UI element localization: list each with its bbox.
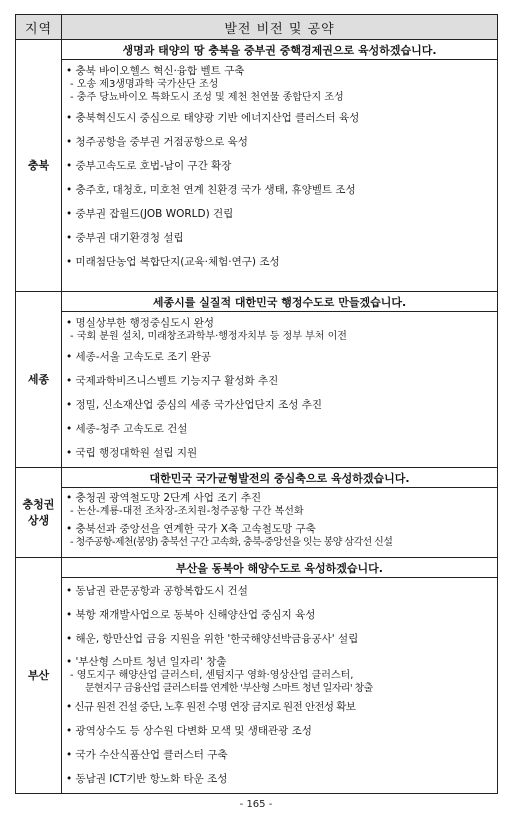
list-subitem: - 오송 제3생명과학 국가산단 조성 (70, 79, 219, 90)
list-subitem: - 논산-계룡-대전 조차장-조치원-청주공항 구간 복선화 (70, 506, 304, 517)
list-item: • 충청권 광역철도망 2단계 사업 조기 추진 (66, 492, 262, 504)
slogan-chungcheong: 대한민국 국가균형발전의 중심축으로 육성하겠습니다. (62, 468, 498, 488)
list-item: • '부산형 스마트 청년 일자리' 창출 (66, 656, 227, 668)
page-number: - 165 - (239, 799, 273, 810)
section-chungcheong-slogan-row (16, 468, 498, 488)
region-sejong: 세종 (16, 292, 62, 468)
list-subitem: - 청주공항-제천(봉양) 충북선 구간 고속화, 충북-중앙선을 잇는 봉양 삼각선 신설 (70, 537, 393, 548)
list-item: • 청주공항을 중부권 거점공항으로 육성 (66, 136, 248, 148)
section-busan-items-row (16, 578, 498, 794)
region-chungcheong-line1: 충청권 (22, 497, 55, 511)
section-chungcheong-items-row (16, 488, 498, 558)
list-item: • 충주호, 대청호, 미호천 연계 친환경 국가 생태, 휴양벨트 조성 (66, 184, 356, 196)
list-item: • 동남권 관문공항과 공항복합도시 건설 (66, 585, 248, 597)
list-item: • 미래첨단농업 복합단지(교육·체험·연구) 조성 (66, 256, 280, 268)
list-item: • 중부고속도로 호법-남이 구간 확장 (66, 160, 232, 172)
section-sejong-items-row (16, 312, 498, 468)
list-item: • 명실상부한 행정중심도시 완성 (66, 317, 215, 329)
section-chungbuk-slogan-row (16, 40, 498, 60)
slogan-chungbuk: 생명과 태양의 땅 충북을 중부권 중핵경제권으로 육성하겠습니다. (62, 40, 498, 60)
items-sejong (62, 312, 498, 468)
table-header-row (16, 15, 498, 40)
slogan-sejong: 세종시를 실질적 대한민국 행정수도로 만들겠습니다. (62, 292, 498, 312)
list-item: • 국가 수산식품산업 클러스터 구축 (66, 749, 228, 761)
list-item: • 충북혁신도시 중심으로 태양광 기반 에너지산업 클러스터 육성 (66, 112, 360, 124)
list-item: • 광역상수도 등 상수원 다변화 모색 및 생태관광 조성 (66, 725, 312, 737)
list-subitem: - 영도지구 해양산업 클러스터, 센텀지구 영화·영상산업 클러스터, (70, 670, 354, 681)
pledge-table (15, 14, 498, 794)
list-item: • 세종-청주 고속도로 건설 (66, 423, 188, 435)
region-busan: 부산 (16, 558, 62, 794)
region-chungcheong-line2: 상생 (27, 513, 50, 527)
section-sejong-slogan-row (16, 292, 498, 312)
items-chungcheong (62, 488, 498, 558)
list-item: • 국립 행정대학원 설립 지원 (66, 447, 198, 459)
list-item: • 동남권 ICT기반 항노화 타운 조성 (66, 773, 228, 785)
list-item: • 정밀, 신소재산업 중심의 세종 국가산업단지 조성 추진 (66, 399, 323, 411)
list-item: • 충북선과 중앙선을 연계한 국가 X축 고속철도망 구축 (66, 523, 316, 535)
list-subitem: 문현지구 금융산업 클러스터를 연계한 '부산형 스마트 청년 일자리' 창출 (85, 683, 373, 694)
list-item: • 중부권 잡월드(JOB WORLD) 건립 (66, 208, 234, 220)
list-item: • 충북 바이오헬스 혁신·융합 벨트 구축 (66, 65, 245, 77)
region-chungbuk: 충북 (16, 40, 62, 292)
list-item: • 중부권 대기환경청 설립 (66, 232, 184, 244)
list-subitem: - 충주 당뇨바이오 특화도시 조성 및 제천 천연물 종합단지 조성 (70, 92, 344, 103)
list-item: • 신규 원전 건설 중단, 노후 원전 수명 연장 금지로 원전 안전성 확보 (66, 701, 356, 713)
slogan-busan: 부산을 동북아 해양수도로 육성하겠습니다. (62, 558, 498, 578)
section-chungbuk-items-row (16, 60, 498, 292)
list-item: • 해운, 항만산업 금융 지원을 위한 '한국해양선박금융공사' 설립 (66, 633, 359, 645)
region-chungcheong (16, 468, 62, 558)
list-item: • 세종-서울 고속도로 조기 완공 (66, 351, 212, 363)
list-item: • 국제과학비즈니스벨트 기능지구 활성화 추진 (66, 375, 279, 387)
section-busan-slogan-row (16, 558, 498, 578)
list-item: • 북항 재개발사업으로 동북아 신해양산업 중심지 육성 (66, 609, 316, 621)
header-region: 지역 (16, 15, 62, 40)
list-subitem: - 국회 분원 설치, 미래창조과학부·행정자치부 등 정부 부처 이전 (70, 331, 347, 342)
header-vision: 발전 비전 및 공약 (62, 15, 498, 40)
items-chungbuk (62, 60, 498, 292)
items-busan (62, 578, 498, 794)
